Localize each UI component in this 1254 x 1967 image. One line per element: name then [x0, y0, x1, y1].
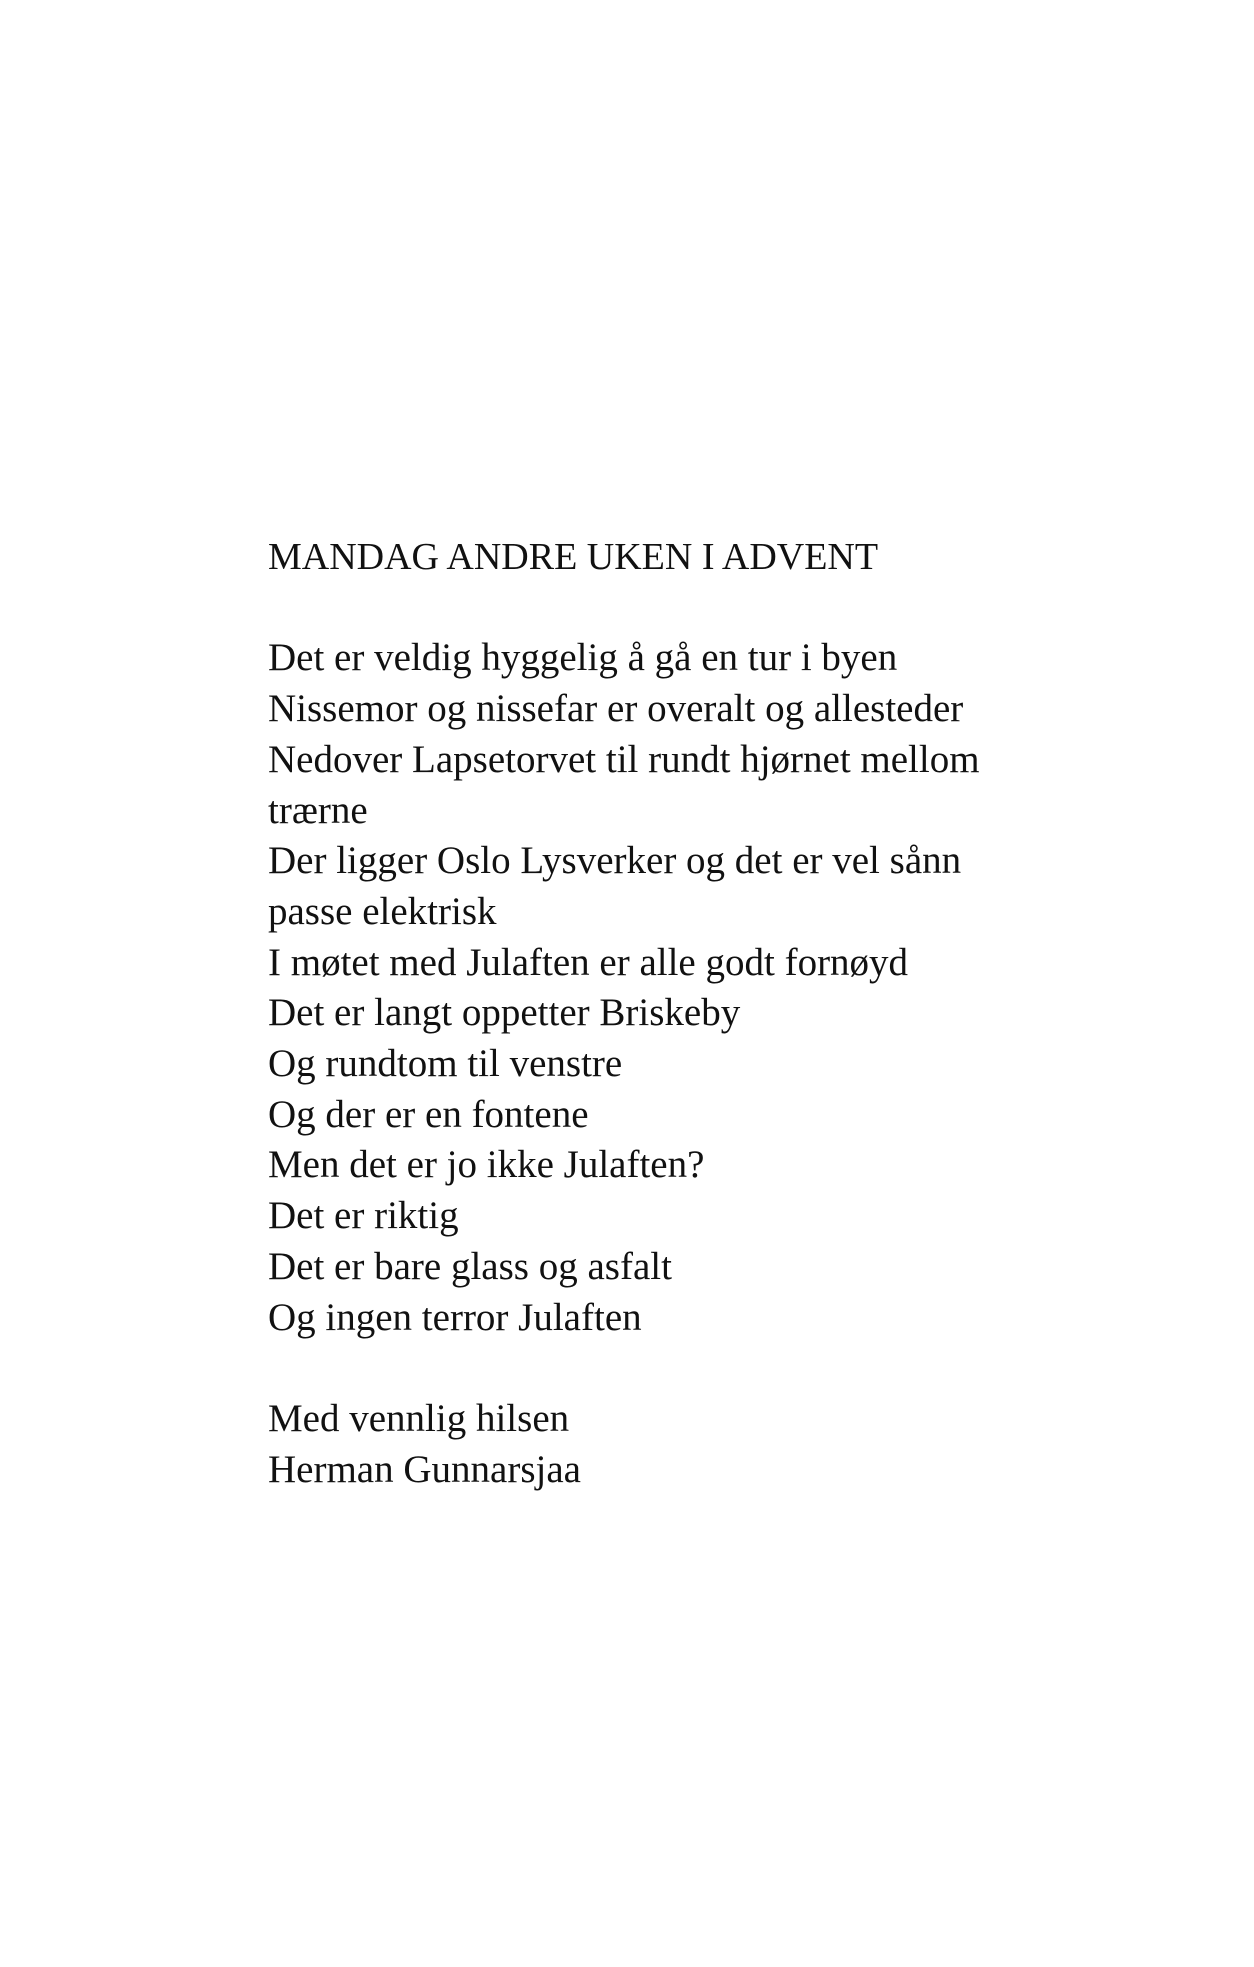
verse-line: I møtet med Julaften er alle godt fornøyd [268, 940, 909, 984]
verse-line: Og rundtom til venstre [268, 1042, 623, 1086]
closing-greeting: Med vennlig hilsen [268, 1396, 570, 1440]
stanza-gap [268, 1343, 1088, 1394]
verse-line: Og der er en fontene [268, 1092, 589, 1136]
verse-line: Nissemor og nissefar er overalt og allesteder [268, 687, 964, 731]
verse-line: passe elektrisk [268, 889, 497, 933]
stanza-gap [268, 583, 1088, 634]
verse-line: Det er veldig hyggelig å gå en tur i byen [268, 636, 898, 680]
verse-line: Det er langt oppetter Briskeby [268, 991, 741, 1035]
verse-line: Det er bare glass og asfalt [268, 1244, 672, 1288]
poem-body [268, 532, 1088, 1495]
verse-line: trærne [268, 788, 368, 832]
verse-line: Det er riktig [268, 1194, 459, 1238]
author-signature: Herman Gunnarsjaa [268, 1447, 581, 1491]
verse-line: Nedover Lapsetorvet til rundt hjørnet mellom [268, 737, 980, 781]
verse-line: Og ingen terror Julaften [268, 1295, 642, 1339]
verse-line: Men det er jo ikke Julaften? [268, 1143, 705, 1187]
verse-line: Der ligger Oslo Lysverker og det er vel sånn [268, 839, 962, 883]
poem-title: MANDAG ANDRE UKEN I ADVENT [268, 536, 879, 578]
